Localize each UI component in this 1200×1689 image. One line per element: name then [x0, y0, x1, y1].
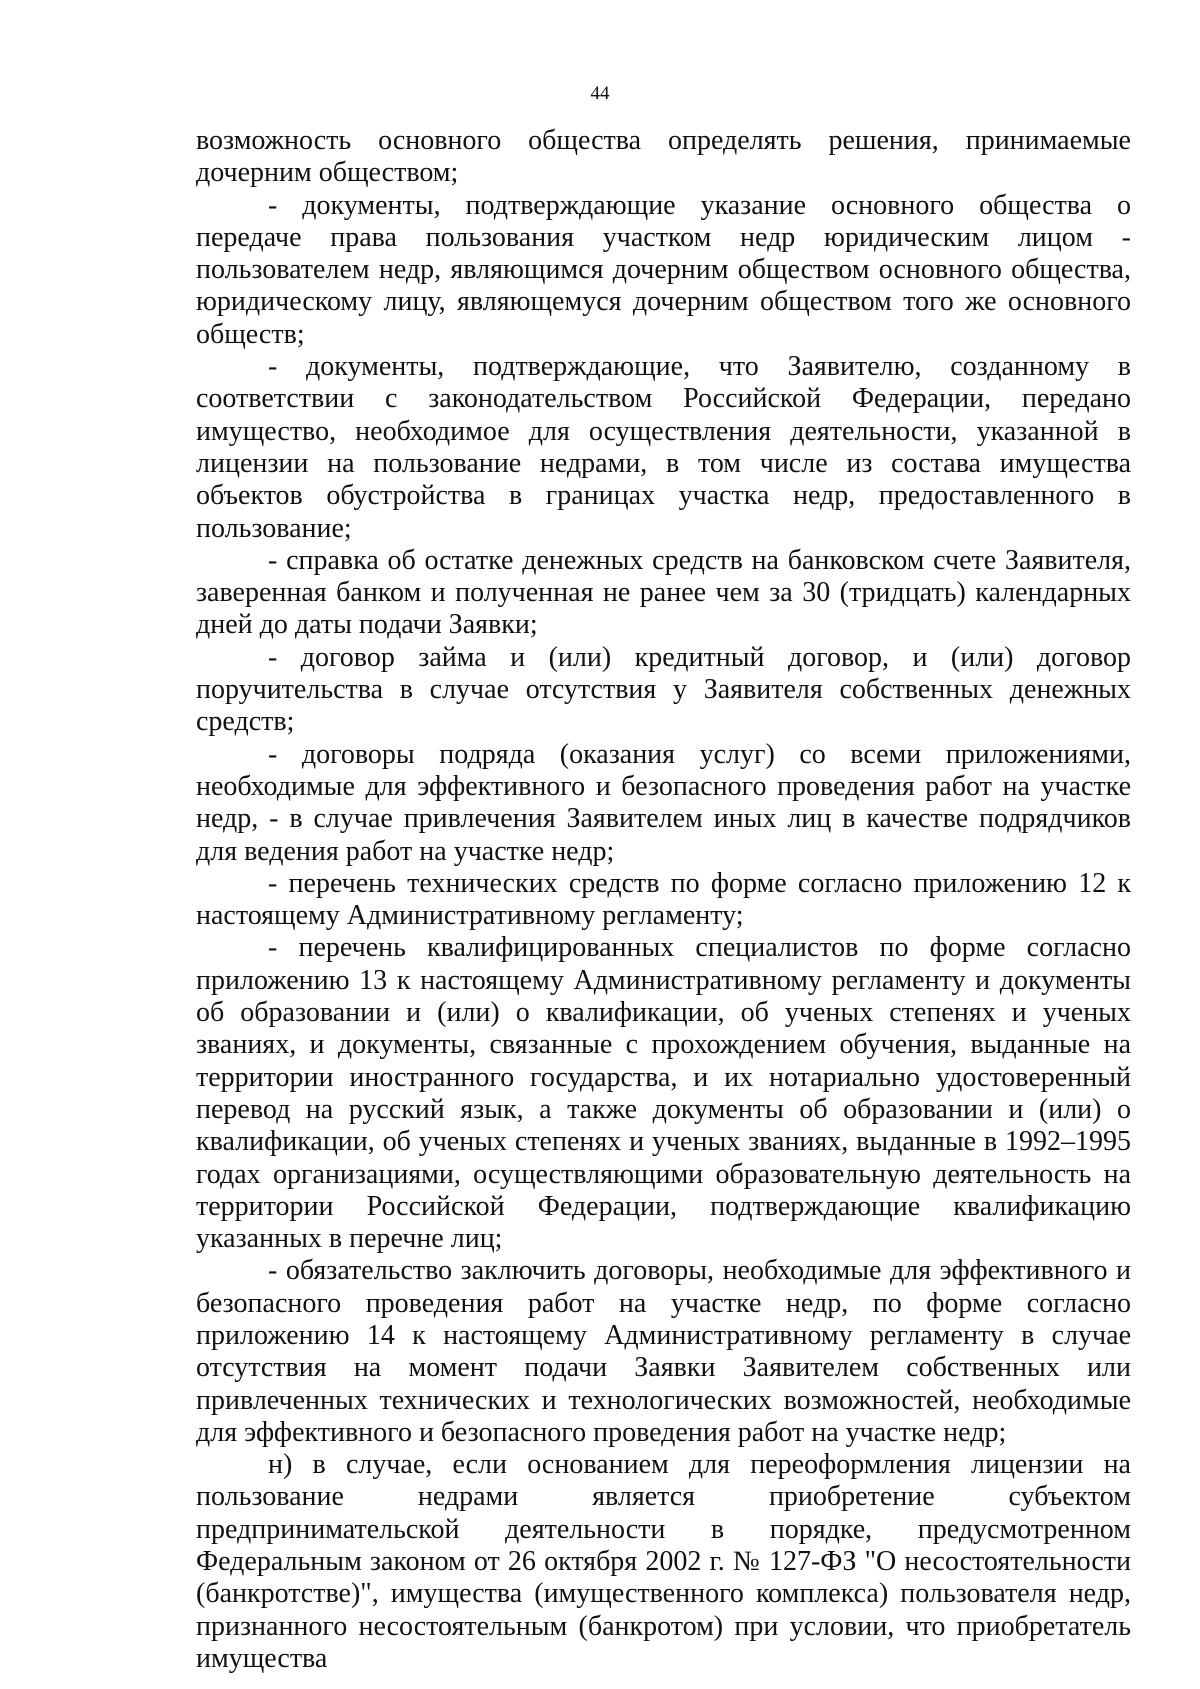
paragraph-continuation: возможность основного общества определять решения, принимаемые дочерним обществом; — [196, 125, 1131, 189]
document-body — [196, 125, 1131, 1675]
paragraph-item-qualified-specialists: - перечень квалифицированных специалистов по форме согласно приложению 13 к настоящему Административному регламенту и документы об образовании и (или) о квалификации, об ученых степенях и ученых званиях, и документы, связанные с прохождением обучения, выданные на территории иностранного государства, и их нотариально удостоверенный перевод на русский язык, а также документы об образовании и (или) о квалификации, об ученых степенях и ученых званиях, выданные в 1992–1995 годах организациями, осуществляющими образовательную деятельность на территории Российской Федерации, подтверждающие квалификацию указанных в перечне лиц; — [196, 932, 1131, 1255]
paragraph-item-loan-agreement: - договор займа и (или) кредитный договор, и (или) договор поручительства в случае отсутствия у Заявителя собственных денежных средств; — [196, 641, 1131, 738]
paragraph-item-contracts: - договоры подряда (оказания услуг) со всеми приложениями, необходимые для эффективного и безопасного проведения работ на участке недр, - в случае привлечения Заявителем иных лиц в качестве подрядчиков для ведения работ на участке недр; — [196, 738, 1131, 867]
page-number: 44 — [590, 83, 610, 104]
paragraph-item-bank-statement: - справка об остатке денежных средств на банковском счете Заявителя, заверенная банком и полученная не ранее чем за 30 (тридцать) календарных дней до даты подачи Заявки; — [196, 544, 1131, 641]
paragraph-item-technical-means: - перечень технических средств по форме согласно приложению 12 к настоящему Административному регламенту; — [196, 867, 1131, 932]
paragraph-subitem-n: н) в случае, если основанием для переоформления лицензии на пользование недрами является приобретение субъектом предпринимательской деятельности в порядке, предусмотренном Федеральным законом от 26 октября 2002 г. № 127-ФЗ "О несостоятельности (банкротстве)", имущества (имущественного комплекса) пользователя недр, признанного несостоятельным (банкротом) при условии, что приобретатель имущества — [196, 1449, 1131, 1674]
paragraph-item-obligation: - обязательство заключить договоры, необходимые для эффективного и безопасного проведения работ на участке недр, по форме согласно приложению 14 к настоящему Административному регламенту в случае отсутствия на момент подачи Заявки Заявителем собственных или привлеченных технических и технологических возможностей, необходимые для эффективного и безопасного проведения работ на участке недр; — [196, 1255, 1131, 1448]
paragraph-item-documents-parent-instruction: - документы, подтверждающие указание основного общества о передаче права пользования участком недр юридическим лицом - пользователем недр, являющимся дочерним обществом основного общества, юридическому лицу, являющемуся дочерним обществом того же основного обществ; — [196, 189, 1131, 350]
paragraph-item-documents-property-transfer: - документы, подтверждающие, что Заявителю, созданному в соответствии с законодательством Российской Федерации, передано имущество, необходимое для осуществления деятельности, указанной в лицензии на пользование недрами, в том числе из состава имущества объектов обустройства в границах участка недр, предоставленного в пользование; — [196, 351, 1131, 544]
